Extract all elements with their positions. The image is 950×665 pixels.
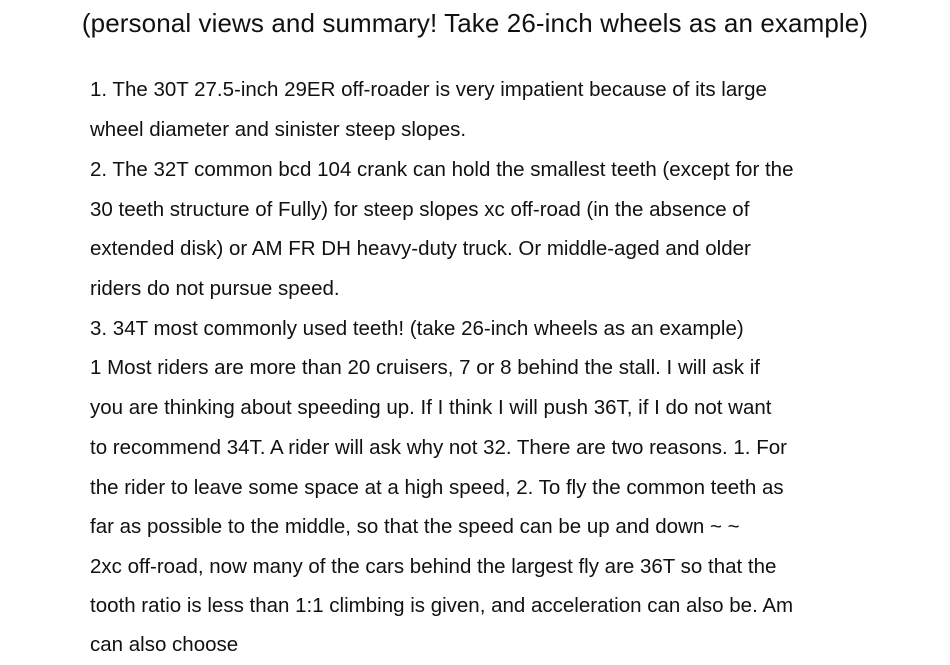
text-line: 3. 34T most commonly used teeth! (take 26-inch wheels as an example) xyxy=(90,317,744,340)
text-line: 2xc off-road, now many of the cars behind the largest fly are 36T so that the xyxy=(90,555,777,578)
text-line: to recommend 34T. A rider will ask why not 32. There are two reasons. 1. For xyxy=(90,436,787,459)
text-line: wheel diameter and sinister steep slopes. xyxy=(90,118,467,141)
text-line: can also choose xyxy=(90,633,239,656)
text-line: riders do not pursue speed. xyxy=(90,277,340,300)
text-line: 2. The 32T common bcd 104 crank can hold the smallest teeth (except for the xyxy=(90,158,794,181)
text-line: 1. The 30T 27.5-inch 29ER off-roader is very impatient because of its large xyxy=(90,78,767,101)
text-line: the rider to leave some space at a high speed, 2. To fly the common teeth as xyxy=(90,476,784,499)
text-line: extended disk) or AM FR DH heavy-duty truck. Or middle-aged and older xyxy=(90,237,751,260)
text-line: tooth ratio is less than 1:1 climbing is given, and acceleration can also be. Am xyxy=(90,594,794,617)
text-line: 30 teeth structure of Fully) for steep slopes xc off-road (in the absence of xyxy=(90,198,750,221)
document-title: (personal views and summary! Take 26-inch wheels as an example) xyxy=(81,8,869,38)
text-line: 1 Most riders are more than 20 cruisers, 7 or 8 behind the stall. I will ask if xyxy=(90,356,760,379)
text-line: you are thinking about speeding up. If I think I will push 36T, if I do not want xyxy=(90,396,772,419)
text-line: far as possible to the middle, so that the speed can be up and down ~ ~ xyxy=(90,515,740,538)
